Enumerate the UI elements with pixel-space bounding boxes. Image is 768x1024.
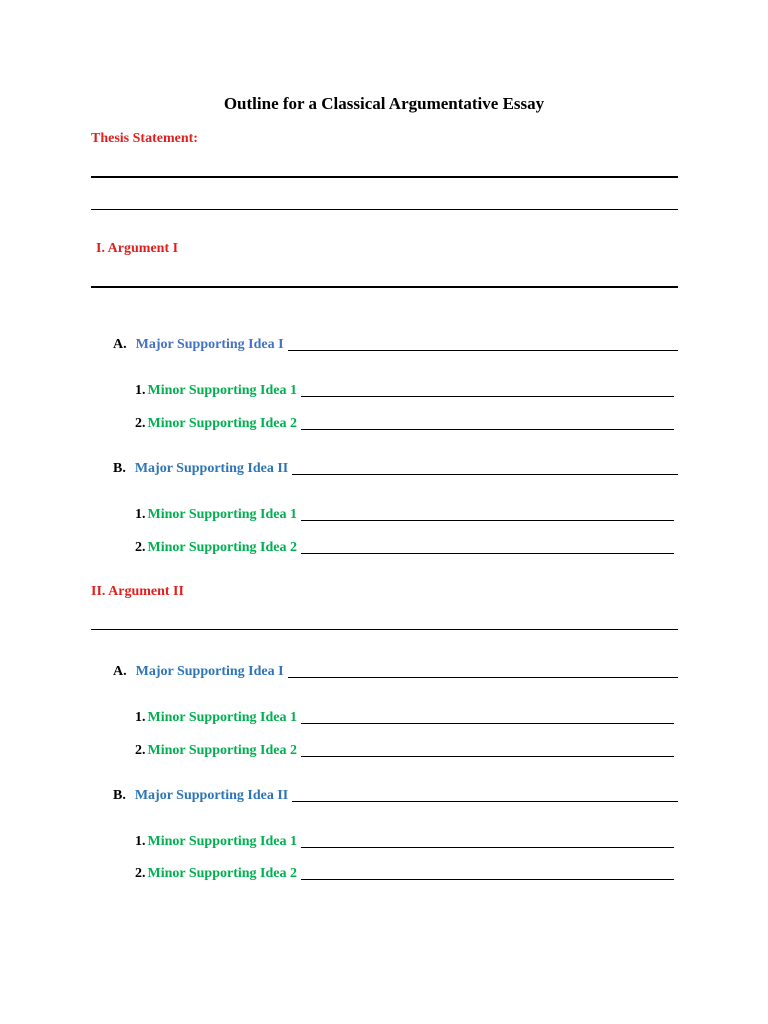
minor-marker: 2. <box>135 540 146 555</box>
minor-idea-label: Minor Supporting Idea 2 <box>147 416 297 431</box>
answer-line <box>301 835 674 848</box>
answer-line <box>301 417 674 430</box>
answer-line <box>301 711 674 724</box>
page-title: Outline for a Classical Argumentative Essay <box>223 94 545 113</box>
major-idea-row <box>113 459 678 477</box>
major-idea-row <box>113 335 678 353</box>
minor-marker: 2. <box>135 416 146 431</box>
section-heading-2: II. Argument II <box>91 584 184 599</box>
major-idea-row <box>113 662 678 680</box>
major-idea-label: Major Supporting Idea II <box>134 788 289 803</box>
answer-line <box>301 384 674 397</box>
major-idea-label: Major Supporting Idea II <box>134 461 289 476</box>
major-marker: A. <box>113 337 127 352</box>
minor-marker: 2. <box>135 743 146 758</box>
minor-marker: 1. <box>135 383 146 398</box>
minor-idea-label: Minor Supporting Idea 1 <box>147 383 297 398</box>
minor-idea-row <box>135 864 674 882</box>
section-2-line <box>91 629 678 630</box>
major-idea-label: Major Supporting Idea I <box>135 664 284 679</box>
minor-idea-row <box>135 414 674 432</box>
minor-marker: 1. <box>135 507 146 522</box>
answer-line <box>301 541 674 554</box>
minor-idea-row <box>135 381 674 399</box>
minor-idea-row <box>135 741 674 759</box>
answer-line <box>292 789 678 802</box>
major-marker: B. <box>113 461 126 476</box>
minor-idea-row <box>135 505 674 523</box>
major-marker: A. <box>113 664 127 679</box>
minor-idea-label: Minor Supporting Idea 1 <box>147 710 297 725</box>
thesis-line-2 <box>91 209 678 210</box>
minor-idea-label: Minor Supporting Idea 2 <box>147 540 297 555</box>
section-heading-1: I. Argument I <box>96 241 179 256</box>
minor-idea-label: Minor Supporting Idea 2 <box>147 743 297 758</box>
answer-line <box>288 338 678 351</box>
thesis-line-1 <box>91 176 678 178</box>
major-marker: B. <box>113 788 126 803</box>
minor-idea-row <box>135 538 674 556</box>
answer-line <box>301 867 674 880</box>
minor-marker: 1. <box>135 710 146 725</box>
answer-line <box>301 508 674 521</box>
answer-line <box>301 744 674 757</box>
minor-idea-row <box>135 708 674 726</box>
minor-idea-label: Minor Supporting Idea 2 <box>147 866 297 881</box>
answer-line <box>292 462 678 475</box>
major-idea-row <box>113 786 678 804</box>
major-idea-label: Major Supporting Idea I <box>135 337 284 352</box>
answer-line <box>288 665 678 678</box>
minor-idea-label: Minor Supporting Idea 1 <box>147 834 297 849</box>
minor-marker: 2. <box>135 866 146 881</box>
minor-marker: 1. <box>135 834 146 849</box>
section-1-line <box>91 286 678 288</box>
minor-idea-label: Minor Supporting Idea 1 <box>147 507 297 522</box>
minor-idea-row <box>135 832 674 850</box>
thesis-label: Thesis Statement: <box>91 131 198 146</box>
